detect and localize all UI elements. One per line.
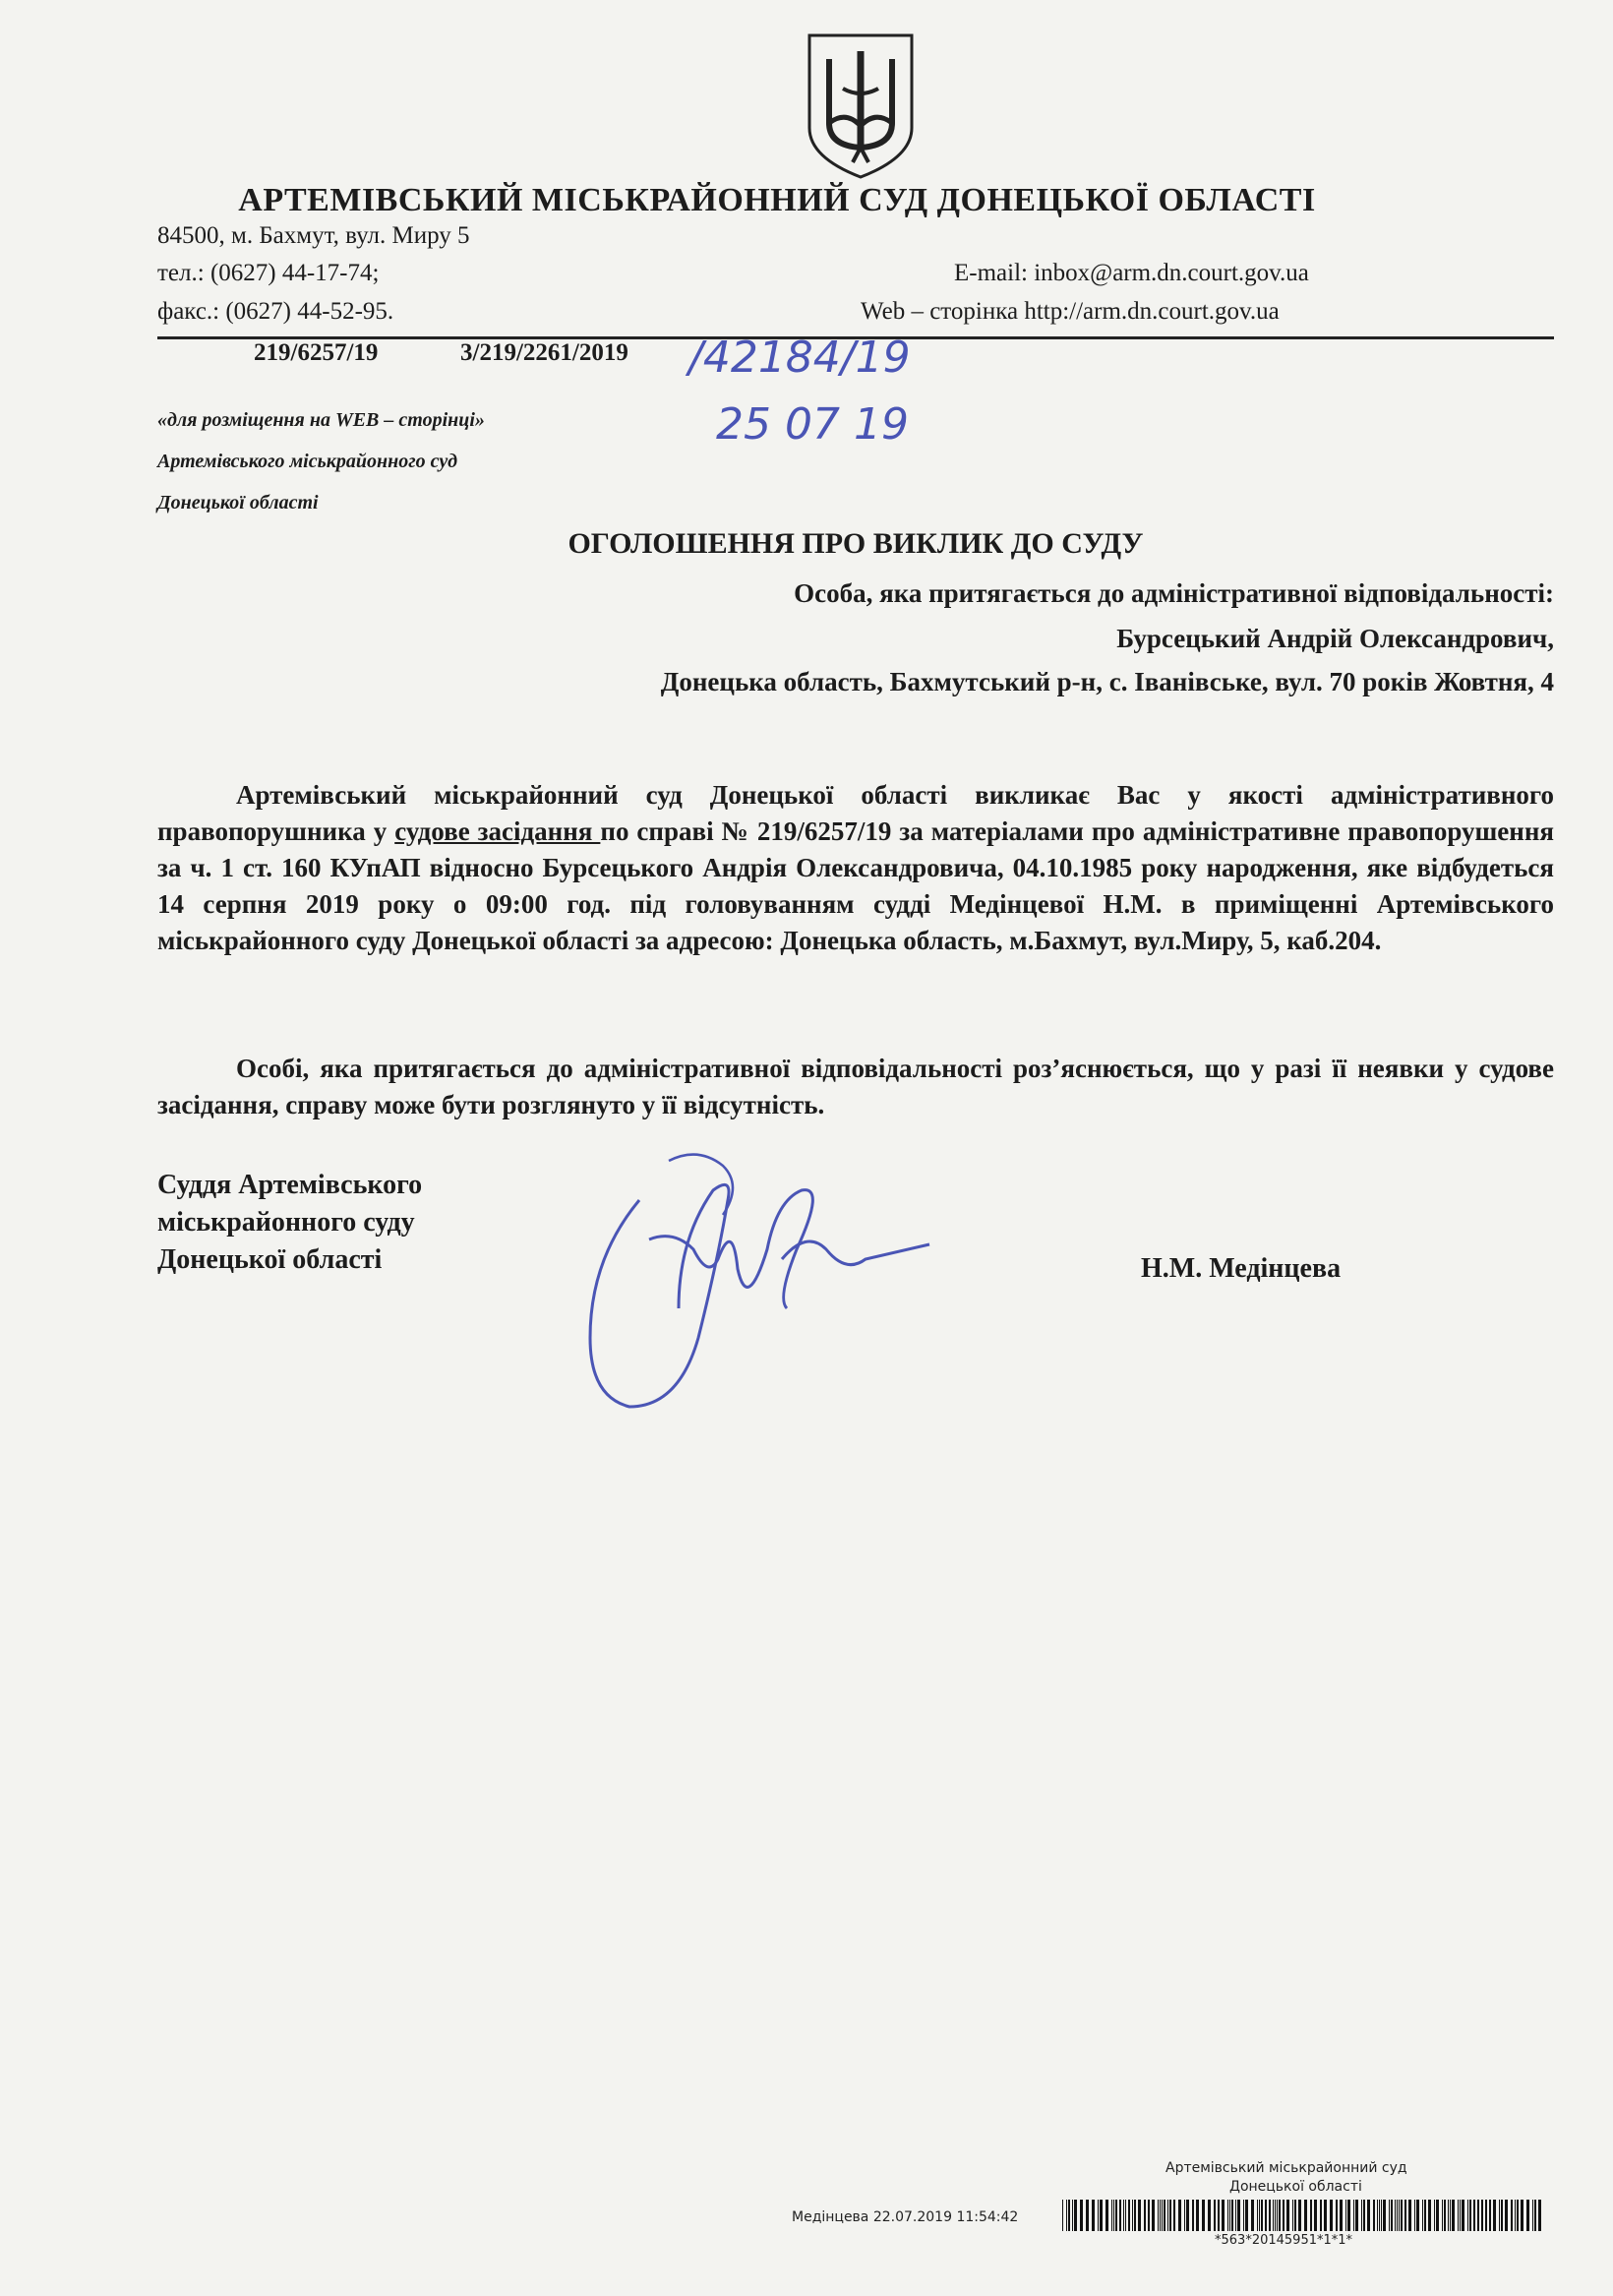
stamp-court-line1: Артемівський міськрайонний суд [1165,2160,1407,2176]
court-web: Web – сторінка http://arm.dn.court.gov.ua [861,298,1280,325]
addressee-name: Бурсецький Андрій Олександрович, [1116,624,1554,653]
stamp-registration: Медінцева 22.07.2019 11:54:42 [792,2209,1019,2225]
handwritten-date: 25 07 19 [716,399,909,450]
coat-of-arms-icon [802,30,920,182]
court-address: 84500, м. Бахмут, вул. Миру 5 [157,222,470,249]
handwritten-signature [531,1141,944,1426]
outgoing-number: 3/219/2261/2019 [460,339,628,366]
underlined-phrase: судове засідання [394,816,601,846]
body-text-part: по справі № 219/6257/19 за матеріалами про адміністративне правопорушення за ч. 1 ст. 160 КУпАП відносно Бурсецького Андрія Олександровича, 04.10.1985 року народження, яке відбудеться 14 серпня 2019 року о 09:00 год. під головуванням судді Медінцевої Н.М. в приміщенні Артемівського міськрайонного суду Донецької області за адресою: Донецька область, м.Бахмут, вул.Миру, 5, каб.204. [157,816,1554,955]
court-email: E-mail: inbox@arm.dn.court.gov.ua [954,260,1309,286]
web-note-line1: «для розміщення на WEB – сторінці» [157,409,485,431]
addressee-role: Особа, яка притягається до адміністративної відповідальності: [794,578,1554,608]
case-number: 219/6257/19 [254,339,379,366]
signatory-title [157,1167,422,1279]
handwritten-number: /42184/19 [688,332,911,383]
web-note-line2: Артемівського міськрайонного суд [157,451,458,472]
body-paragraph-1 [157,777,1554,959]
signatory-title-line: Донецької області [157,1244,383,1275]
document-title: ОГОЛОШЕННЯ ПРО ВИКЛИК ДО СУДУ [568,527,1144,560]
signatory-title-line: міськрайонного суду [157,1207,415,1238]
addressee-address: Донецька область, Бахмутський р-н, с. Іванівське, вул. 70 років Жовтня, 4 [660,667,1554,696]
court-name: АРТЕМІВСЬКИЙ МІСЬКРАЙОННИЙ СУД ДОНЕЦЬКОЇ ОБЛАСТІ [238,182,1316,218]
signatory-name: Н.М. Медінцева [1141,1253,1342,1284]
court-fax: факс.: (0627) 44-52-95. [157,298,394,325]
barcode-text: *563*20145951*1*1* [1215,2233,1353,2248]
stamp-court-line2: Донецької області [1229,2179,1362,2195]
body-paragraph-2: Особі, яка притягається до адміністративної відповідальності роз’яснюється, що у разі її неявки у судове засідання, справу може бути розглянуто у її відсутність. [157,1054,1554,1119]
web-note-line3: Донецької області [157,492,319,514]
body-text-part: Артемівський міськрайонний суд Донецької області викликає Вас у якості адміністративного правопорушника у [157,780,1554,846]
court-phone: тел.: (0627) 44-17-74; [157,260,380,286]
signatory-title-line: Суддя Артемівського [157,1170,423,1200]
